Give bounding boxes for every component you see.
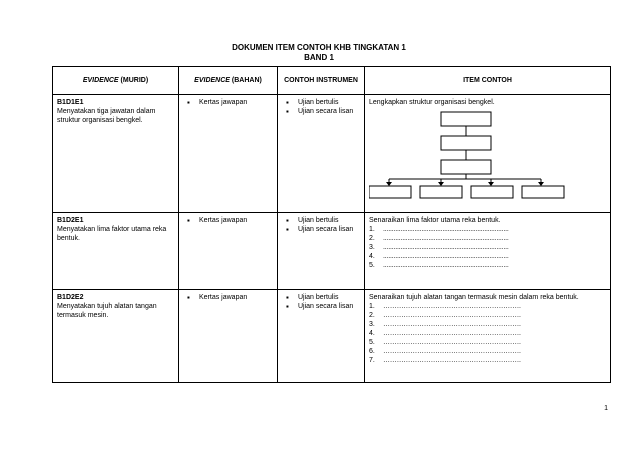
page-number: 1: [604, 405, 608, 412]
org-box-lower: [441, 160, 491, 174]
item-table: [52, 66, 611, 383]
answer-line: 2. …………………………………………………….: [369, 312, 521, 319]
item-contoh-cell: [365, 213, 611, 290]
answer-line: 1. …………………………………………………….: [369, 303, 521, 310]
answer-line: 3. …………………………………………………….: [369, 321, 521, 328]
band-label: BAND 1: [304, 53, 334, 62]
item-question: Senaraikan tujuh alatan tangan termasuk mesin dalam reka bentuk.: [369, 294, 579, 301]
answer-line: 2. ........................................................................: [369, 235, 509, 242]
item-contoh-cell: [365, 290, 611, 383]
answer-line: 1. ........................................................................: [369, 226, 509, 233]
answer-line: 7. …………………………………………………….: [369, 357, 521, 364]
evidence-description: Menyatakan lima faktor utama reka bentuk.: [57, 226, 167, 242]
bahan-item: ▪ Kertas jawapan: [183, 216, 273, 225]
org-box-bottom: [522, 186, 564, 198]
instrumen-item: ▪ Ujian secara lisan: [282, 225, 360, 234]
evidence-code: B1D2E1: [57, 217, 84, 224]
answer-line: 3. ........................................................................: [369, 244, 509, 251]
instrumen-item: ▪ Ujian secara lisan: [282, 107, 360, 116]
instrumen-item: ▪ Ujian bertulis: [282, 98, 360, 107]
org-box-middle: [441, 136, 491, 150]
evidence-code: B1D1E1: [57, 99, 84, 106]
instrumen-item: ▪ Ujian bertulis: [282, 216, 360, 225]
answer-line: 6. …………………………………………………….: [369, 348, 521, 355]
header-evidence-murid: EVIDENCE (MURID): [53, 67, 179, 95]
bahan-item: ▪ Kertas jawapan: [183, 293, 273, 302]
org-box-bottom: [471, 186, 513, 198]
evidence-murid-cell: [53, 95, 179, 213]
org-box-bottom: [420, 186, 462, 198]
org-box-bottom: [369, 186, 411, 198]
instrumen-cell: [278, 290, 365, 383]
table-row: [53, 95, 611, 213]
evidence-code: B1D2E2: [57, 294, 84, 301]
answer-line: 5. ........................................................................: [369, 262, 509, 269]
answer-line: 4. …………………………………………………….: [369, 330, 521, 337]
evidence-bahan-cell: [179, 213, 278, 290]
answer-line: 5. …………………………………………………….: [369, 339, 521, 346]
org-box-top: [441, 112, 491, 126]
document-title: DOKUMEN ITEM CONTOH KHB TINGKATAN 1: [232, 43, 406, 52]
org-chart: [369, 107, 606, 199]
evidence-bahan-cell: [179, 290, 278, 383]
table-row: [53, 213, 611, 290]
instrumen-cell: [278, 95, 365, 213]
evidence-bahan-cell: [179, 95, 278, 213]
evidence-murid-cell: [53, 290, 179, 383]
evidence-description: Menyatakan tujuh alatan tangan termasuk mesin.: [57, 303, 157, 319]
item-contoh-cell: [365, 95, 611, 213]
evidence-description: Menyatakan tiga jawatan dalam struktur organisasi bengkel.: [57, 108, 156, 124]
instrumen-cell: [278, 213, 365, 290]
org-chart-diagram: [369, 107, 605, 199]
answer-line: 4. ........................................................................: [369, 253, 509, 260]
evidence-murid-cell: [53, 213, 179, 290]
item-question: Senaraikan lima faktor utama reka bentuk.: [369, 217, 501, 224]
table-header-row: [53, 67, 611, 95]
item-question: Lengkapkan struktur organisasi bengkel.: [369, 99, 495, 106]
table-row: [53, 290, 611, 383]
instrumen-item: ▪ Ujian secara lisan: [282, 302, 360, 311]
header-contoh-instrumen: CONTOH INSTRUMEN: [278, 67, 365, 95]
instrumen-item: ▪ Ujian bertulis: [282, 293, 360, 302]
header-evidence-bahan: EVIDENCE (BAHAN): [179, 67, 278, 95]
header-item-contoh: ITEM CONTOH: [365, 67, 611, 95]
bahan-item: ▪ Kertas jawapan: [183, 98, 273, 107]
